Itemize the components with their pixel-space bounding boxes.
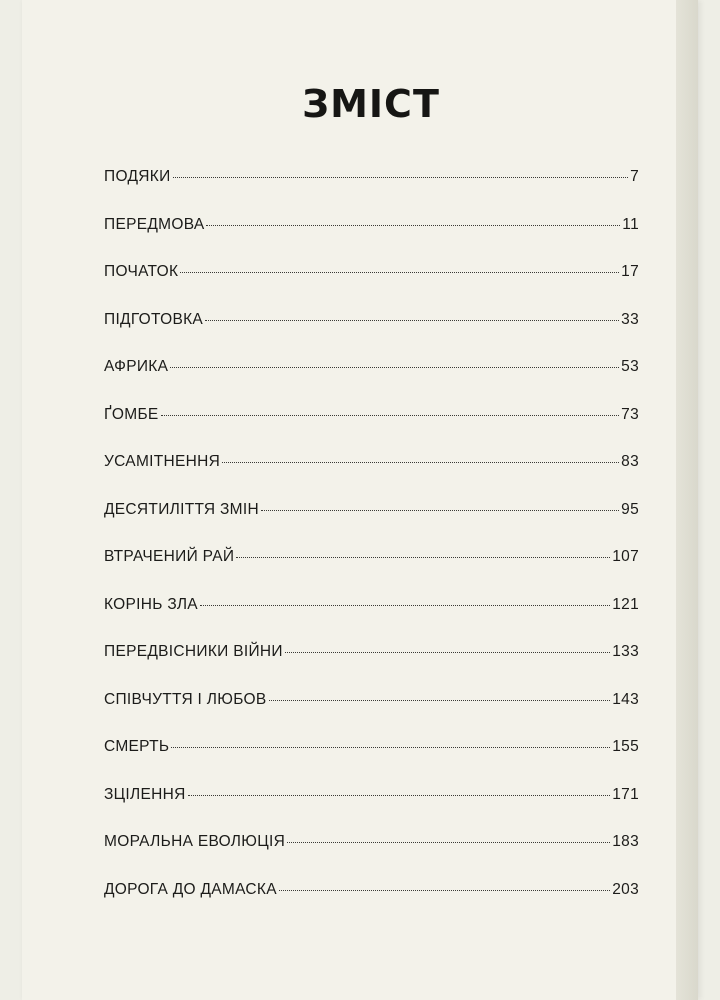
toc-dot-leader [206, 225, 620, 226]
toc-entry-label: ДЕСЯТИЛІТТЯ ЗМІН [104, 500, 259, 518]
toc-page-number: 171 [612, 785, 639, 803]
toc-dot-leader [161, 415, 620, 416]
toc-entry [104, 168, 639, 216]
toc-entry [104, 738, 639, 786]
toc-page-number: 11 [622, 215, 639, 233]
toc-dot-leader [173, 177, 629, 178]
toc-page-number: 73 [621, 405, 639, 423]
toc-entry-label: ДОРОГА ДО ДАМАСКА [104, 880, 277, 898]
toc-entry-label: ВТРАЧЕНИЙ РАЙ [104, 548, 235, 565]
toc-entry [104, 263, 639, 311]
toc-entry-label: УСАМІТНЕННЯ [104, 453, 221, 470]
toc-page-number: 183 [612, 833, 639, 850]
toc-dot-leader [269, 700, 611, 701]
toc-entry [104, 406, 639, 454]
toc-entry-label: ҐОМБЕ [104, 405, 159, 423]
toc-dot-leader [287, 842, 610, 843]
toc-page-number: 83 [621, 453, 639, 470]
toc-page-number: 7 [630, 168, 639, 185]
toc-entry [104, 453, 639, 501]
toc-entry [104, 881, 639, 929]
page-title: ЗМІСТ [302, 82, 440, 126]
toc-page-number: 203 [612, 880, 639, 898]
toc-entry-label: ПІДГОТОВКА [104, 310, 204, 328]
toc-entry-label: СПІВЧУТТЯ І ЛЮБОВ [104, 690, 267, 708]
table-of-contents [104, 168, 639, 928]
toc-entry-label: АФРИКА [104, 358, 169, 375]
toc-dot-leader [285, 652, 610, 653]
toc-dot-leader [188, 795, 611, 796]
toc-dot-leader [279, 890, 610, 891]
toc-entry [104, 833, 639, 881]
toc-dot-leader [205, 320, 619, 321]
toc-dot-leader [180, 272, 619, 273]
toc-page-number: 33 [621, 310, 639, 328]
toc-page-number: 121 [612, 595, 639, 613]
toc-entry [104, 501, 639, 549]
toc-entry [104, 216, 639, 264]
toc-entry-label: ПЕРЕДВІСНИКИ ВІЙНИ [104, 643, 283, 660]
toc-page-number: 53 [621, 358, 639, 375]
toc-entry [104, 358, 639, 406]
toc-page-number: 107 [612, 548, 639, 565]
toc-entry [104, 691, 639, 739]
toc-entry [104, 643, 639, 691]
toc-entry [104, 548, 639, 596]
toc-entry-label: СМЕРТЬ [104, 738, 170, 755]
toc-entry-label: ЗЦІЛЕННЯ [104, 785, 186, 803]
toc-page-number: 133 [612, 643, 639, 660]
toc-entry [104, 596, 639, 644]
toc-dot-leader [200, 605, 610, 606]
toc-dot-leader [236, 557, 610, 558]
toc-dot-leader [171, 747, 610, 748]
toc-entry-label: ПОДЯКИ [104, 168, 171, 185]
toc-entry-label: КОРІНЬ ЗЛА [104, 595, 198, 613]
toc-page-number: 155 [612, 738, 639, 755]
toc-dot-leader [170, 367, 619, 368]
toc-dot-leader [261, 510, 619, 511]
toc-dot-leader [222, 462, 619, 463]
toc-entry [104, 786, 639, 834]
toc-entry-label: ПОЧАТОК [104, 263, 179, 280]
toc-page-number: 95 [621, 500, 639, 518]
toc-entry [104, 311, 639, 359]
toc-page-number: 17 [621, 263, 639, 280]
toc-entry-label: ПЕРЕДМОВА [104, 215, 205, 233]
page-edge [676, 0, 698, 1000]
toc-page-number: 143 [612, 690, 639, 708]
toc-entry-label: МОРАЛЬНА ЕВОЛЮЦІЯ [104, 833, 286, 850]
